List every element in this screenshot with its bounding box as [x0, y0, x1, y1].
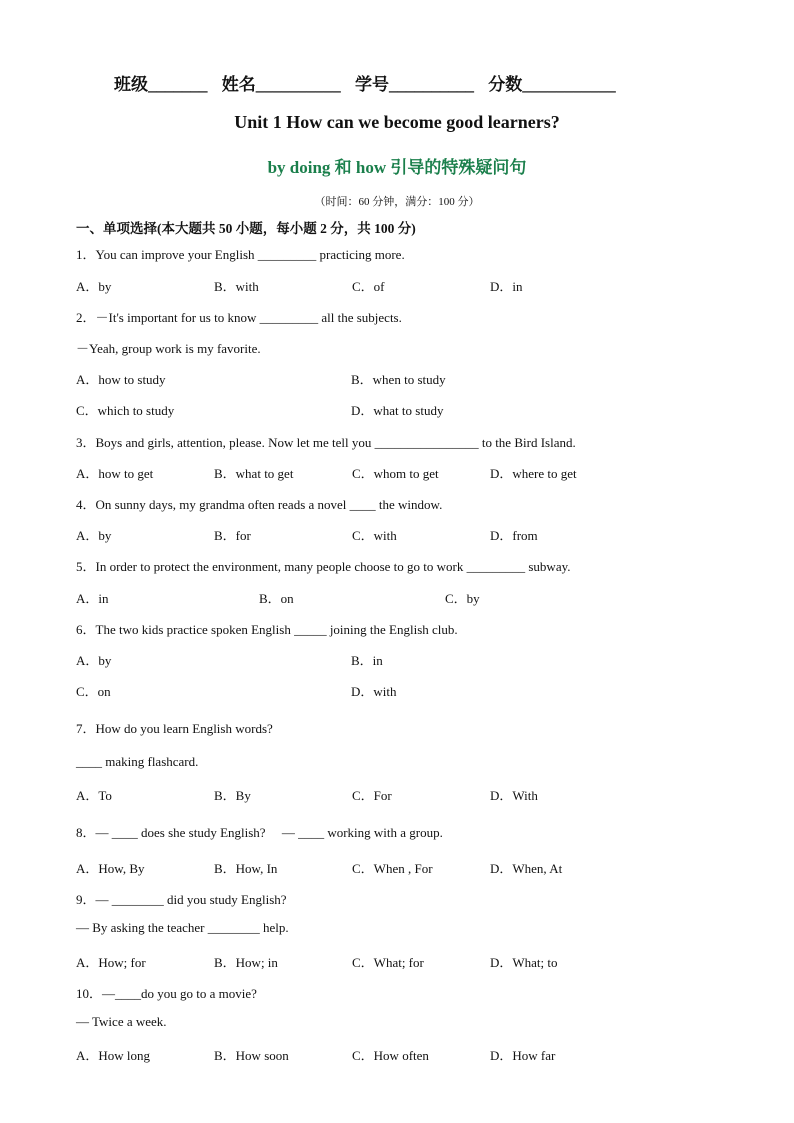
- option-c[interactable]: C．which to study: [76, 403, 175, 418]
- option-b[interactable]: B．with: [214, 279, 259, 294]
- student-info-header: [114, 70, 626, 95]
- option-a[interactable]: A．by: [76, 279, 112, 294]
- question-stem: －Yeah, group work is my favorite.: [76, 341, 261, 356]
- option-c[interactable]: C．For: [352, 788, 392, 803]
- time-note: （时间：60 分钟，满分：100 分）: [314, 196, 480, 208]
- option-c[interactable]: C．What; for: [352, 955, 424, 970]
- option-b[interactable]: B．in: [351, 653, 383, 668]
- option-d[interactable]: D．When, At: [490, 861, 563, 876]
- option-d[interactable]: D．in: [490, 279, 523, 294]
- section-heading: 一、单项选择(本大题共 50 小题，每小题 2 分，共 100 分): [76, 221, 416, 236]
- option-b[interactable]: B．when to study: [351, 372, 446, 387]
- option-d[interactable]: D．from: [490, 528, 538, 543]
- option-d[interactable]: D．with: [351, 684, 397, 699]
- option-b[interactable]: B．for: [214, 528, 251, 543]
- option-c[interactable]: C．with: [352, 528, 397, 543]
- question-stem: 3．Boys and girls, attention, please. Now let me tell you ________________ to the Bird Island.: [76, 435, 576, 450]
- option-d[interactable]: D．How far: [490, 1048, 556, 1063]
- option-d[interactable]: D．What; to: [490, 955, 558, 970]
- option-c[interactable]: C．How often: [352, 1048, 429, 1063]
- option-c[interactable]: C．of: [352, 279, 385, 294]
- question-stem: 9．— ________ did you study English?: [76, 892, 287, 907]
- option-c[interactable]: C．whom to get: [352, 466, 439, 481]
- question-stem: 10．—____do you go to a movie?: [76, 986, 257, 1001]
- option-c[interactable]: C．by: [445, 591, 480, 606]
- question-stem: 5．In order to protect the environment, many people choose to go to work _________ subway.: [76, 559, 571, 574]
- question-stem: ____ making flashcard.: [76, 754, 199, 769]
- score-field[interactable]: 分数___________: [488, 75, 616, 94]
- question-stem: 6．The two kids practice spoken English _____ joining the English club.: [76, 622, 458, 637]
- option-b[interactable]: B．How; in: [214, 955, 278, 970]
- question-stem: — Twice a week.: [76, 1014, 167, 1029]
- class-field[interactable]: 班级_______: [114, 75, 208, 94]
- option-c[interactable]: C．on: [76, 684, 111, 699]
- option-c[interactable]: C．When , For: [352, 861, 433, 876]
- name-field[interactable]: 姓名__________: [221, 75, 341, 94]
- option-b[interactable]: B．on: [259, 591, 294, 606]
- option-d[interactable]: D．With: [490, 788, 538, 803]
- option-b[interactable]: B．How, In: [214, 861, 278, 876]
- option-d[interactable]: D．where to get: [490, 466, 577, 481]
- question-stem: 8．— ____ does she study English? — ____ working with a group.: [76, 825, 443, 840]
- option-a[interactable]: A．To: [76, 788, 112, 803]
- question-stem: 4．On sunny days, my grandma often reads a novel ____ the window.: [76, 497, 443, 512]
- option-b[interactable]: B．By: [214, 788, 251, 803]
- option-a[interactable]: A．by: [76, 653, 112, 668]
- option-a[interactable]: A．how to get: [76, 466, 154, 481]
- option-a[interactable]: A．in: [76, 591, 109, 606]
- option-a[interactable]: A．How long: [76, 1048, 151, 1063]
- option-a[interactable]: A．How, By: [76, 861, 145, 876]
- option-b[interactable]: B．How soon: [214, 1048, 289, 1063]
- question-stem: — By asking the teacher ________ help.: [76, 920, 289, 935]
- student-id-field[interactable]: 学号__________: [355, 75, 474, 94]
- page-title: Unit 1 How can we become good learners?: [234, 112, 560, 132]
- option-d[interactable]: D．what to study: [351, 403, 444, 418]
- option-b[interactable]: B．what to get: [214, 466, 294, 481]
- question-stem: 1．You can improve your English _________ practicing more.: [76, 247, 405, 262]
- option-a[interactable]: A．How; for: [76, 955, 146, 970]
- question-stem: 2．－It's important for us to know _________ all the subjects.: [76, 310, 402, 325]
- page-subtitle: by doing 和 how 引导的特殊疑问句: [267, 158, 527, 177]
- option-a[interactable]: A．how to study: [76, 372, 166, 387]
- question-stem: 7．How do you learn English words?: [76, 721, 273, 736]
- option-a[interactable]: A．by: [76, 528, 112, 543]
